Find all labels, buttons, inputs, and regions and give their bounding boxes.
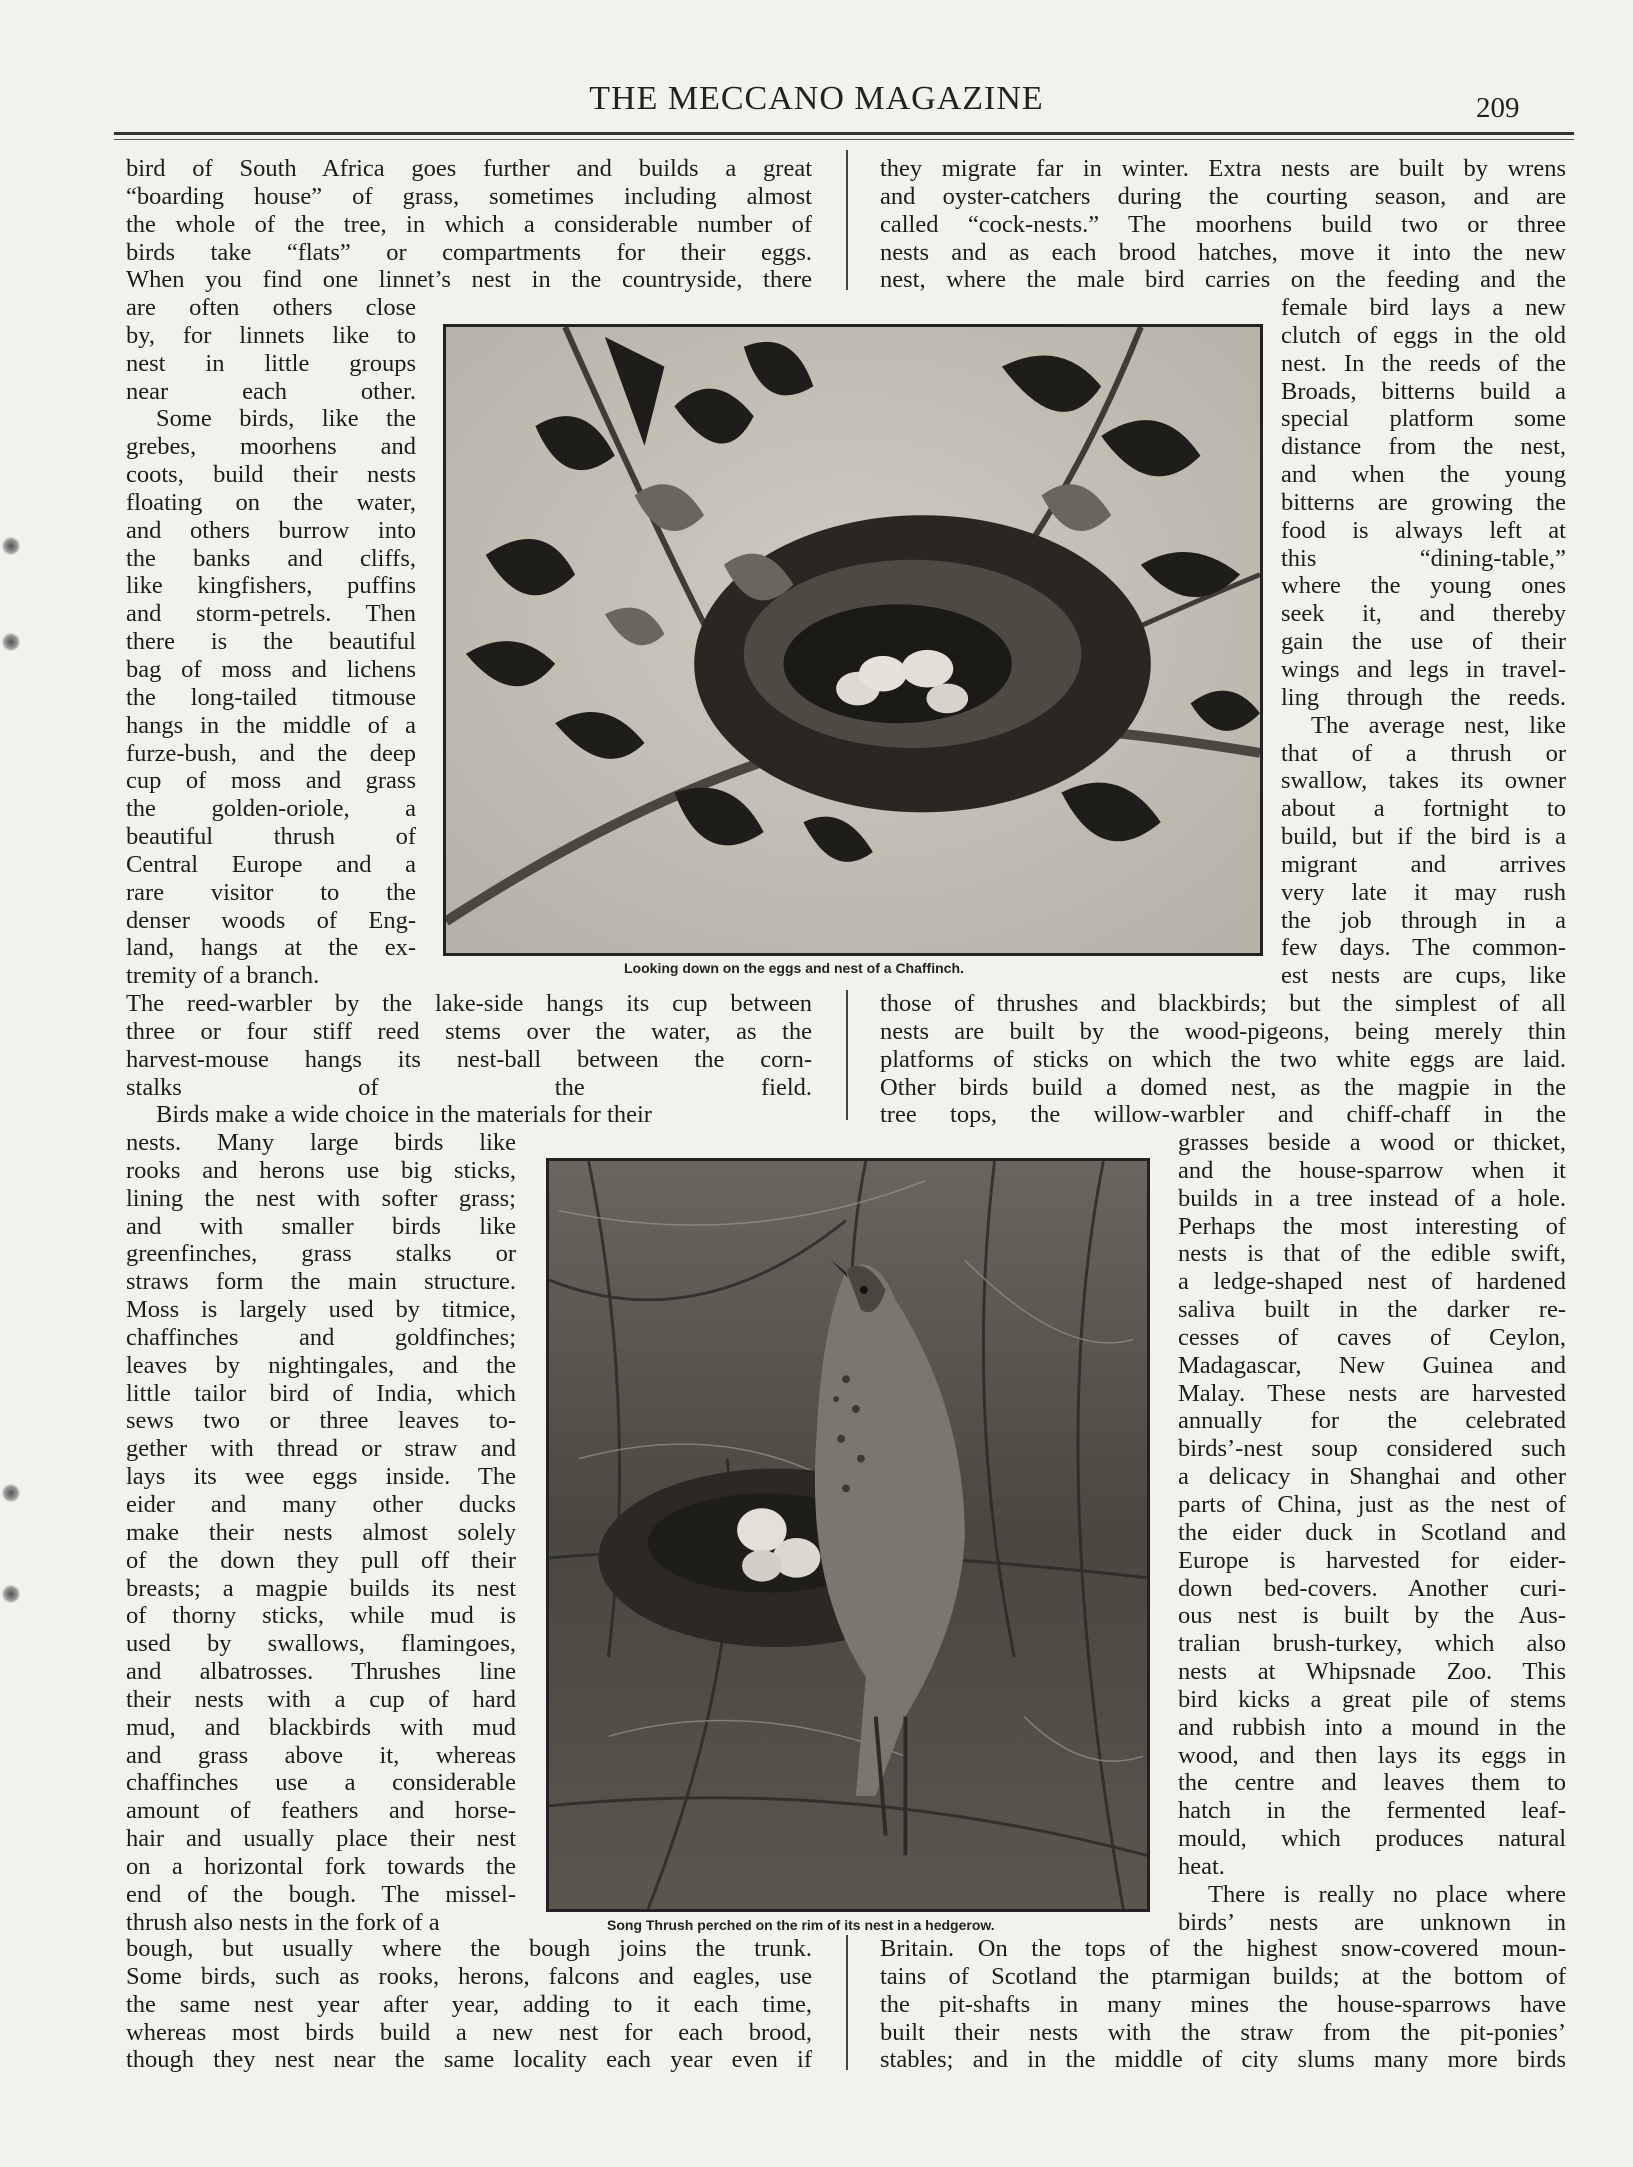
text-line: nests. Many large birds like — [126, 1129, 516, 1156]
text-line: seek it, and thereby — [1281, 600, 1566, 628]
text-line: platforms of sticks on which the two white eggs are laid. — [880, 1045, 1566, 1073]
magazine-title: THE MECCANO MAGAZINE — [589, 80, 1044, 117]
page-number: 209 — [1476, 92, 1520, 124]
text-line: bird kicks a great pile of stems — [1178, 1685, 1566, 1713]
header-rule-thin — [114, 139, 1574, 140]
text-line: When you find one linnet’s nest in the countryside, there — [126, 266, 812, 294]
text-block-left-top — [126, 155, 812, 294]
text-line: Some birds, like the — [156, 405, 416, 433]
text-block-right-top — [880, 155, 1566, 294]
text-line: mud, and blackbirds with mud — [126, 1713, 516, 1741]
text-line: three or four stiff reed stems over the water, as the — [126, 1017, 812, 1045]
text-line: the centre and leaves them to — [1178, 1769, 1566, 1797]
text-line: swallow, takes its owner — [1281, 767, 1566, 795]
column-divider — [846, 150, 848, 290]
text-line: ous nest is built by the Aus- — [1178, 1602, 1566, 1630]
text-line: hatch in the fermented leaf- — [1178, 1797, 1566, 1825]
text-line: they migrate far in winter. Extra nests are built by wrens — [880, 155, 1566, 182]
text-line: saliva built in the darker re- — [1178, 1296, 1566, 1324]
text-line: this “dining-table,” — [1281, 544, 1566, 572]
text-line: chaffinches use a considerable — [126, 1769, 516, 1797]
text-line: very late it may rush — [1281, 878, 1566, 906]
text-line: nest. In the reeds of the — [1281, 349, 1566, 377]
text-line: cup of moss and grass — [126, 767, 416, 795]
text-line: the job through in a — [1281, 906, 1566, 934]
text-line: denser woods of Eng- — [126, 906, 416, 934]
text-line: thrush also nests in the fork of a — [126, 1908, 440, 1936]
text-line: female bird lays a new — [1281, 294, 1566, 321]
punch-hole — [2, 1484, 20, 1502]
text-line: birds’ nests are unknown in — [1178, 1908, 1566, 1936]
text-block-right-wrap-1 — [1281, 294, 1566, 990]
text-line: few days. The common- — [1281, 934, 1566, 962]
text-line: Central Europe and a — [126, 850, 416, 878]
text-line: stables; and in the middle of city slums many more birds — [880, 2046, 1566, 2074]
punch-hole — [2, 633, 20, 651]
text-line: bag of moss and lichens — [126, 655, 416, 683]
text-line: of thorny sticks, while mud is — [126, 1602, 516, 1630]
text-line: annually for the celebrated — [1178, 1407, 1566, 1435]
text-line: straws form the main structure. — [126, 1268, 516, 1296]
text-line: and the house-sparrow when it — [1178, 1156, 1566, 1184]
text-line: a delicacy in Shanghai and other — [1178, 1463, 1566, 1491]
text-line: tains of Scotland the ptarmigan builds; at the bottom of — [880, 1962, 1566, 1990]
text-line: rare visitor to the — [126, 878, 416, 906]
text-line: lays its wee eggs inside. The — [126, 1463, 516, 1491]
text-line: a ledge-shaped nest of hardened — [1178, 1268, 1566, 1296]
column-divider — [846, 990, 848, 1120]
column-divider — [846, 1935, 848, 2070]
text-line: “boarding house” of grass, sometimes including almost — [126, 182, 812, 210]
text-line: parts of China, just as the nest of — [1178, 1490, 1566, 1518]
text-line: like kingfishers, puffins — [126, 572, 416, 600]
text-line: tremity of a branch. — [126, 962, 320, 990]
text-line: mould, which produces natural — [1178, 1825, 1566, 1853]
text-line: nest, where the male bird carries on the feeding and the — [880, 266, 1566, 294]
text-line: migrant and arrives — [1281, 850, 1566, 878]
text-line: lining the nest with softer grass; — [126, 1184, 516, 1212]
text-line: breasts; a magpie builds its nest — [126, 1574, 516, 1602]
text-line: bird of South Africa goes further and builds a great — [126, 155, 812, 182]
text-line: and when the young — [1281, 461, 1566, 489]
text-line: tralian brush-turkey, which also — [1178, 1630, 1566, 1658]
song-thrush-photo — [546, 1158, 1150, 1912]
text-line: end of the bough. The missel- — [126, 1880, 516, 1908]
text-line: bitterns are growing the — [1281, 488, 1566, 516]
text-line: Europe is harvested for eider- — [1178, 1546, 1566, 1574]
text-line: greenfinches, grass stalks or — [126, 1240, 516, 1268]
text-line: build, but if the bird is a — [1281, 823, 1566, 851]
text-line: floating on the water, — [126, 488, 416, 516]
text-line: gether with thread or straw and — [126, 1435, 516, 1463]
text-line: and oyster-catchers during the courting season, and are — [880, 182, 1566, 210]
text-block-left-middle — [126, 990, 812, 1129]
text-line: hangs in the middle of a — [126, 711, 416, 739]
text-line: grebes, moorhens and — [126, 433, 416, 461]
text-line: make their nests almost solely — [126, 1518, 516, 1546]
chaffinch-nest-photo — [443, 324, 1263, 956]
text-line: nest in little groups — [126, 349, 416, 377]
text-line: nests at Whipsnade Zoo. This — [1178, 1658, 1566, 1686]
text-line: bough, but usually where the bough joins the trunk. — [126, 1935, 812, 1962]
text-line: Perhaps the most interesting of — [1178, 1212, 1566, 1240]
text-line: chaffinches and goldfinches; — [126, 1323, 516, 1351]
text-line: nests is that of the edible swift, — [1178, 1240, 1566, 1268]
text-line: furze-bush, and the deep — [126, 739, 416, 767]
text-line: distance from the nest, — [1281, 433, 1566, 461]
text-line: Other birds build a domed nest, as the magpie in the — [880, 1073, 1566, 1101]
text-block-right-wrap-2 — [1178, 1129, 1566, 1936]
text-block-right-bottom — [880, 1935, 1566, 2074]
text-line: and grass above it, whereas — [126, 1741, 516, 1769]
text-line: leaves by nightingales, and the — [126, 1351, 516, 1379]
text-line: land, hangs at the ex- — [126, 934, 416, 962]
text-line: builds in a tree instead of a hole. — [1178, 1184, 1566, 1212]
text-line: and storm-petrels. Then — [126, 600, 416, 628]
text-line: The reed-warbler by the lake-side hangs its cup between — [126, 990, 812, 1017]
text-line: birds’-nest soup considered such — [1178, 1435, 1566, 1463]
text-line: sews two or three leaves to- — [126, 1407, 516, 1435]
text-line: coots, build their nests — [126, 461, 416, 489]
text-line: wings and legs in travel- — [1281, 655, 1566, 683]
text-line: their nests with a cup of hard — [126, 1685, 516, 1713]
text-line: on a horizontal fork towards the — [126, 1852, 516, 1880]
text-block-left-bottom — [126, 1935, 812, 2074]
text-line: and albatrosses. Thrushes line — [126, 1658, 516, 1686]
text-line: and with smaller birds like — [126, 1212, 516, 1240]
text-line: used by swallows, flamingoes, — [126, 1630, 516, 1658]
header-rule — [114, 132, 1574, 135]
text-line: wood, and then lays its eggs in — [1178, 1741, 1566, 1769]
text-line: There is really no place where — [1208, 1880, 1566, 1908]
text-line: heat. — [1178, 1852, 1225, 1880]
text-line: rooks and herons use big sticks, — [126, 1156, 516, 1184]
text-line: down bed-covers. Another curi- — [1178, 1574, 1566, 1602]
text-line: the whole of the tree, in which a considerable number of — [126, 210, 812, 238]
text-line: Malay. These nests are harvested — [1178, 1379, 1566, 1407]
text-line: eider and many other ducks — [126, 1490, 516, 1518]
text-line: est nests are cups, like — [1281, 962, 1566, 990]
chaffinch-photo-caption: Looking down on the eggs and nest of a Chaffinch. — [624, 960, 964, 976]
text-line: Birds make a wide choice in the materials for their — [156, 1101, 652, 1129]
text-block-left-wrap-1 — [126, 294, 416, 990]
text-line: clutch of eggs in the old — [1281, 321, 1566, 349]
text-line: the long-tailed titmouse — [126, 683, 416, 711]
text-line: the golden-oriole, a — [126, 795, 416, 823]
text-line: those of thrushes and blackbirds; but the simplest of all — [880, 990, 1566, 1017]
text-line: little tailor bird of India, which — [126, 1379, 516, 1407]
text-line: nests and as each brood hatches, move it into the new — [880, 238, 1566, 266]
text-line: beautiful thrush of — [126, 823, 416, 851]
text-line: of the down they pull off their — [126, 1546, 516, 1574]
song-thrush-photo-caption: Song Thrush perched on the rim of its nest in a hedgerow. — [607, 1917, 995, 1933]
text-line: are often others close — [126, 294, 416, 321]
text-line: where the young ones — [1281, 572, 1566, 600]
text-line: the same nest year after year, adding to it each time, — [126, 1990, 812, 2018]
text-line: cesses of caves of Ceylon, — [1178, 1323, 1566, 1351]
text-block-right-middle — [880, 990, 1566, 1129]
text-line: Moss is largely used by titmice, — [126, 1296, 516, 1324]
text-line: hair and usually place their nest — [126, 1825, 516, 1853]
punch-hole — [2, 537, 20, 555]
text-line: gain the use of their — [1281, 628, 1566, 656]
text-line: birds take “flats” or compartments for their eggs. — [126, 238, 812, 266]
text-line: called “cock-nests.” The moorhens build two or three — [880, 210, 1566, 238]
text-line: amount of feathers and horse- — [126, 1797, 516, 1825]
text-line: the eider duck in Scotland and — [1178, 1518, 1566, 1546]
text-block-left-wrap-2 — [126, 1129, 516, 1936]
text-line: harvest-mouse hangs its nest-ball between the corn- — [126, 1045, 812, 1073]
text-line: stalks of the field. — [126, 1073, 812, 1101]
text-line: Madagascar, New Guinea and — [1178, 1351, 1566, 1379]
text-line: grasses beside a wood or thicket, — [1178, 1129, 1566, 1156]
text-line: tree tops, the willow-warbler and chiff-chaff in the — [880, 1101, 1566, 1129]
text-line: though they nest near the same locality each year even if — [126, 2046, 812, 2074]
text-line: there is the beautiful — [126, 628, 416, 656]
text-line: Broads, bitterns build a — [1281, 377, 1566, 405]
text-line: built their nests with the straw from the pit-ponies’ — [880, 2018, 1566, 2046]
text-line: food is always left at — [1281, 516, 1566, 544]
text-line: the pit-shafts in many mines the house-sparrows have — [880, 1990, 1566, 2018]
punch-hole — [2, 1585, 20, 1603]
text-line: whereas most birds build a new nest for each brood, — [126, 2018, 812, 2046]
text-line: special platform some — [1281, 405, 1566, 433]
text-line: that of a thrush or — [1281, 739, 1566, 767]
text-line: and others burrow into — [126, 516, 416, 544]
text-line: by, for linnets like to — [126, 321, 416, 349]
text-line: about a fortnight to — [1281, 795, 1566, 823]
text-line: near each other. — [126, 377, 416, 405]
text-line: and rubbish into a mound in the — [1178, 1713, 1566, 1741]
text-line: nests are built by the wood-pigeons, being merely thin — [880, 1017, 1566, 1045]
text-line: The average nest, like — [1311, 711, 1566, 739]
text-line: Some birds, such as rooks, herons, falcons and eagles, use — [126, 1962, 812, 1990]
text-line: Britain. On the tops of the highest snow-covered moun- — [880, 1935, 1566, 1962]
text-line: the banks and cliffs, — [126, 544, 416, 572]
text-line: ling through the reeds. — [1281, 683, 1566, 711]
